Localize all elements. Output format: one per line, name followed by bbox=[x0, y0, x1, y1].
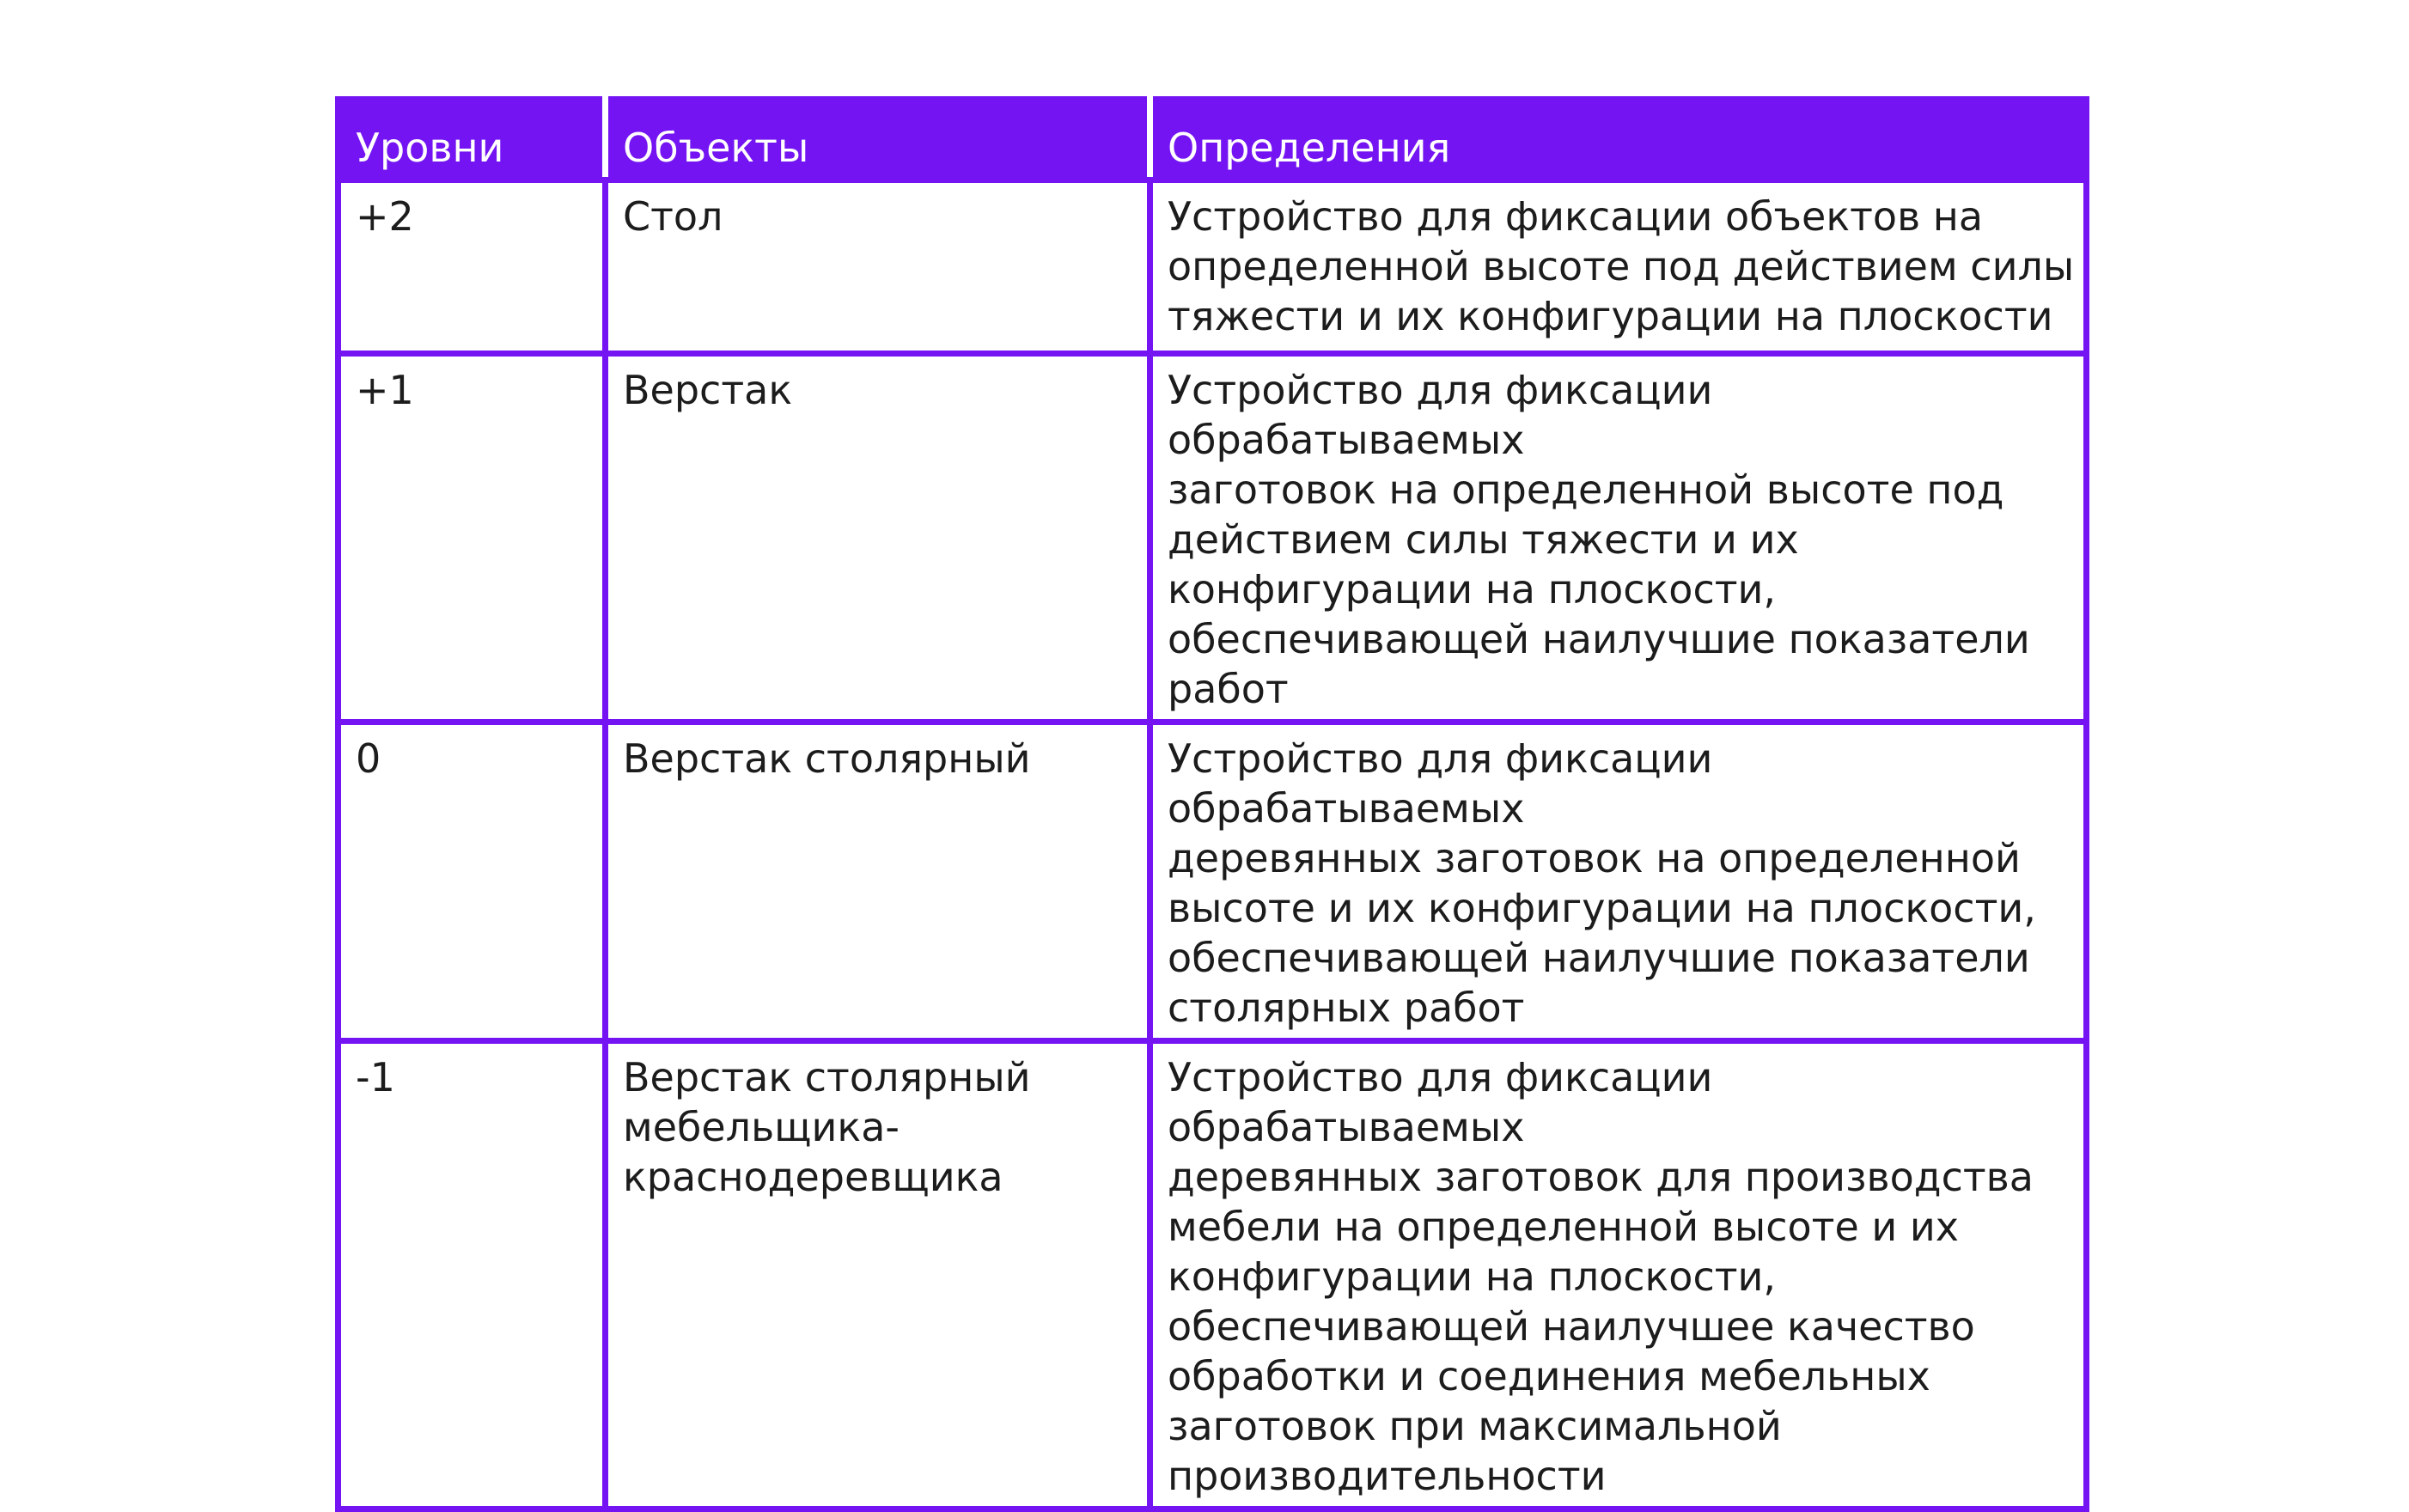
cell-definition: Устройство для фиксации обрабатываемых деревянных заготовок на определенной высоте и их конфигурации на плоскости, обеспечивающей наилучшие показатели столярных работ bbox=[1150, 722, 2087, 1041]
header-objects: Объекты bbox=[606, 100, 1150, 180]
table-row bbox=[338, 722, 2087, 1041]
cell-level: +2 bbox=[338, 180, 606, 354]
table-row bbox=[338, 354, 2087, 722]
cell-object: Верстак столярный bbox=[606, 722, 1150, 1041]
cell-definition: Устройство для фиксации объектов на определенной высоте под действием силы тяжести и их конфигурации на плоскости bbox=[1150, 180, 2087, 354]
cell-level: -1 bbox=[338, 1041, 606, 1509]
cell-object: Стол bbox=[606, 180, 1150, 354]
cell-object: Верстак bbox=[606, 354, 1150, 722]
table-row bbox=[338, 180, 2087, 354]
table-header-row bbox=[338, 100, 2087, 180]
cell-definition: Устройство для фиксации обрабатываемых деревянных заготовок для производства мебели на определенной высоте и их конфигурации на плоскости, обеспечивающей наилучшее качество обработки и соединения мебельных заготовок при максимальной производительности bbox=[1150, 1041, 2087, 1509]
levels-table bbox=[335, 96, 2089, 1512]
table-row bbox=[338, 1041, 2087, 1509]
header-definitions: Определения bbox=[1150, 100, 2087, 180]
header-levels: Уровни bbox=[338, 100, 606, 180]
cell-level: 0 bbox=[338, 722, 606, 1041]
cell-level: +1 bbox=[338, 354, 606, 722]
cell-object: Верстак столярный мебельщика- краснодеревщика bbox=[606, 1041, 1150, 1509]
cell-definition: Устройство для фиксации обрабатываемых заготовок на определенной высоте под действием силы тяжести и их конфигурации на плоскости, обеспечивающей наилучшие показатели работ bbox=[1150, 354, 2087, 722]
